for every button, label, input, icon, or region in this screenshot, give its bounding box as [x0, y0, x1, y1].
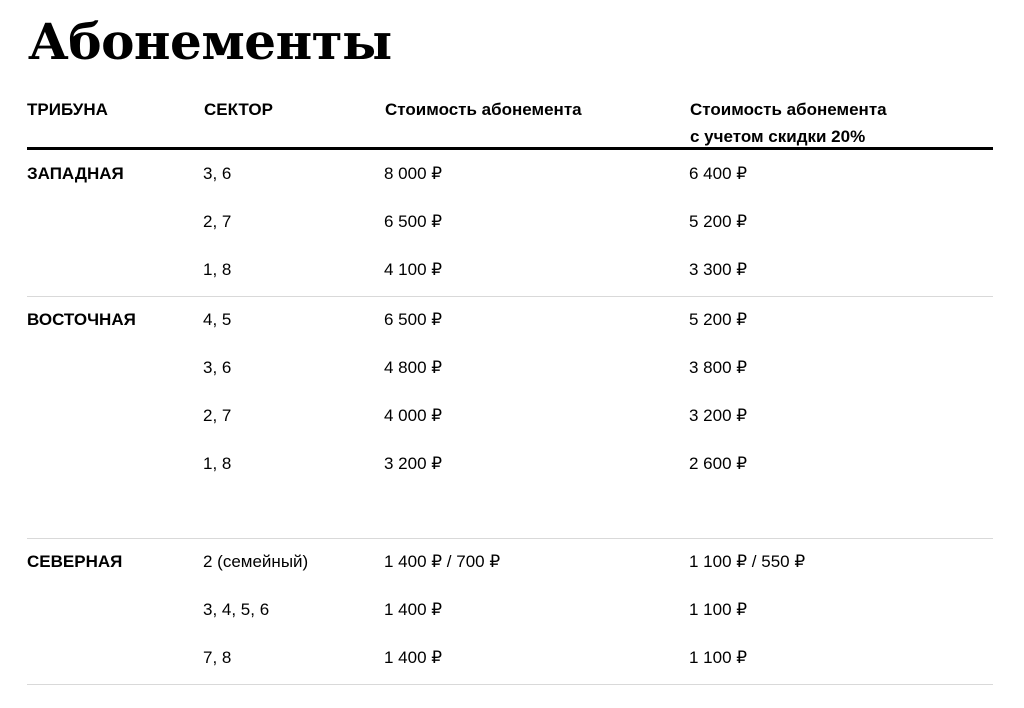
group-divider: [27, 296, 993, 297]
price-cell: 4 000 ₽: [384, 406, 443, 425]
discount-price-cell: 6 400 ₽: [689, 164, 748, 183]
price-cell: 6 500 ₽: [384, 310, 443, 329]
group-divider: [27, 684, 993, 685]
price-cell: 3 200 ₽: [384, 454, 443, 473]
price-cell: 1 400 ₽: [384, 648, 443, 667]
price-cell: 1 400 ₽: [384, 600, 443, 619]
header-divider: [27, 147, 993, 150]
price-cell: 4 800 ₽: [384, 358, 443, 377]
tribune-name: ВОСТОЧНАЯ: [27, 310, 136, 329]
header-tribune: ТРИБУНА: [27, 100, 108, 119]
tribune-name: ЗАПАДНАЯ: [27, 164, 124, 183]
discount-price-cell: 2 600 ₽: [689, 454, 748, 473]
discount-price-cell: 1 100 ₽: [689, 600, 748, 619]
discount-price-cell: 1 100 ₽ / 550 ₽: [689, 552, 806, 571]
page-title: Абонементы: [28, 12, 392, 71]
header-discount-line1: Стоимость абонемента: [690, 100, 887, 119]
sector-cell: 2, 7: [203, 212, 232, 231]
price-cell: 4 100 ₽: [384, 260, 443, 279]
table-row: [0, 353, 1024, 383]
discount-price-cell: 5 200 ₽: [689, 212, 748, 231]
sector-cell: 2, 7: [203, 406, 232, 425]
header-discount-price: [690, 96, 887, 150]
sector-cell: 1, 8: [203, 260, 232, 279]
discount-price-cell: 3 200 ₽: [689, 406, 748, 425]
discount-price-cell: 5 200 ₽: [689, 310, 748, 329]
table-row: [0, 305, 1024, 335]
table-row: [0, 595, 1024, 625]
price-cell: 8 000 ₽: [384, 164, 443, 183]
table-row: [0, 159, 1024, 189]
table-row: [0, 255, 1024, 285]
discount-price-cell: 3 300 ₽: [689, 260, 748, 279]
table-row: [0, 207, 1024, 237]
sector-cell: 3, 6: [203, 164, 232, 183]
price-cell: 6 500 ₽: [384, 212, 443, 231]
sector-cell: 7, 8: [203, 648, 232, 667]
header-discount-line2: с учетом скидки 20%: [690, 127, 866, 146]
discount-price-cell: 1 100 ₽: [689, 648, 748, 667]
table-row: [0, 547, 1024, 577]
group-divider: [27, 538, 993, 539]
sector-cell: 1, 8: [203, 454, 232, 473]
table-row: [0, 643, 1024, 673]
table-row: [0, 401, 1024, 431]
table-row: [0, 449, 1024, 479]
header-price: Стоимость абонемента: [385, 100, 582, 119]
price-cell: 1 400 ₽ / 700 ₽: [384, 552, 501, 571]
sector-cell: 3, 4, 5, 6: [203, 600, 270, 619]
sector-cell: 2 (семейный): [203, 552, 309, 571]
sector-cell: 3, 6: [203, 358, 232, 377]
header-sector: СЕКТОР: [204, 100, 273, 119]
sector-cell: 4, 5: [203, 310, 232, 329]
discount-price-cell: 3 800 ₽: [689, 358, 748, 377]
tribune-name: СЕВЕРНАЯ: [27, 552, 123, 571]
